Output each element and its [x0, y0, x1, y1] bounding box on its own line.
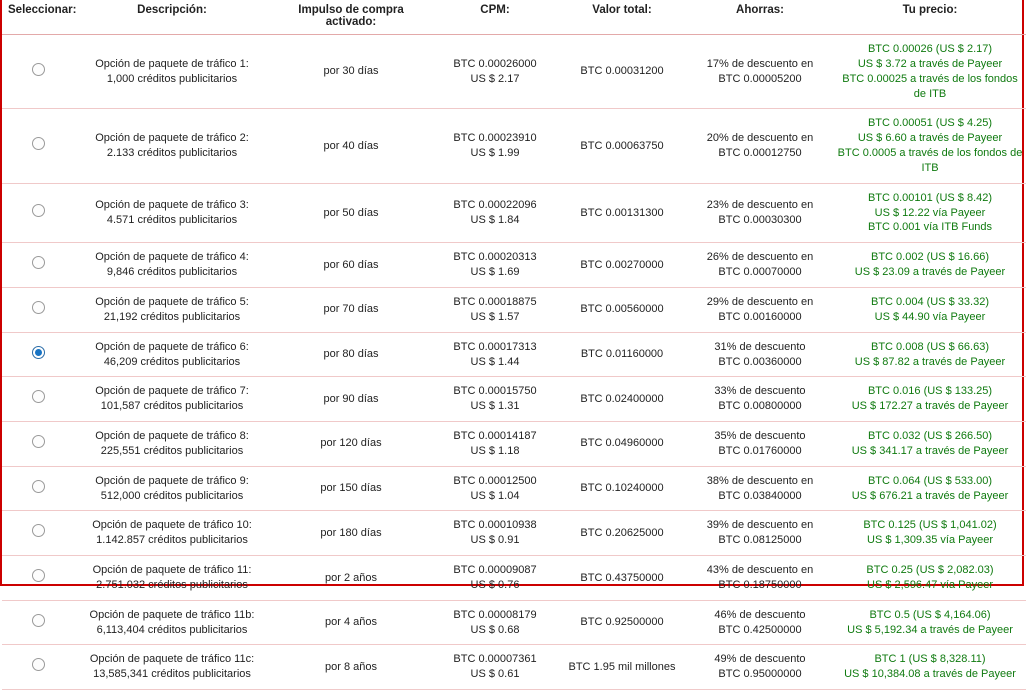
total-value-cell: BTC 0.02400000 — [558, 377, 686, 422]
column-header-your-price: Tu precio: — [834, 0, 1026, 35]
savings-cell — [686, 377, 834, 422]
purchase-boost-cell: por 180 días — [270, 511, 432, 556]
package-title: Opción de paquete de tráfico 4: — [95, 251, 249, 264]
purchase-boost-cell: por 90 días — [270, 377, 432, 422]
package-description-cell — [74, 600, 270, 645]
your-price-cell — [834, 377, 1026, 422]
savings-cell — [686, 35, 834, 109]
cpm-btc: BTC 0.00007361 — [453, 653, 537, 666]
package-credits: 1,000 créditos publicitarios — [106, 72, 238, 85]
total-value-cell: BTC 0.00131300 — [558, 183, 686, 243]
cpm-btc: BTC 0.00008179 — [453, 608, 537, 621]
price-line-2: US $ 23.09 a través de Payeer — [854, 266, 1006, 279]
savings-percent: 29% de descuento en — [706, 295, 814, 308]
package-radio-button[interactable] — [32, 204, 45, 217]
price-line-3: BTC 0.00025 a través de los fondos de ITB — [842, 72, 1018, 100]
purchase-boost-cell: por 4 años — [270, 600, 432, 645]
savings-cell — [686, 243, 834, 288]
cpm-btc: BTC 0.00020313 — [453, 251, 537, 264]
cpm-usd: US $ 1.57 — [470, 310, 520, 323]
savings-amount: BTC 0.01760000 — [718, 444, 802, 457]
package-description-cell — [74, 511, 270, 556]
package-select-cell[interactable] — [2, 466, 74, 511]
package-select-cell[interactable] — [2, 287, 74, 332]
cpm-usd: US $ 1.84 — [470, 214, 520, 227]
total-value-cell: BTC 0.43750000 — [558, 556, 686, 601]
price-line-1: BTC 0.008 (US $ 66.63) — [870, 340, 989, 353]
package-select-cell[interactable] — [2, 556, 74, 601]
savings-amount: BTC 0.03840000 — [718, 489, 802, 502]
your-price-cell — [834, 645, 1026, 690]
cpm-btc: BTC 0.00009087 — [453, 564, 537, 577]
price-line-2: US $ 3.72 a través de Payeer — [857, 57, 1003, 70]
savings-amount: BTC 0.00012750 — [718, 147, 802, 160]
package-title: Opción de paquete de tráfico 11c: — [89, 653, 255, 666]
savings-cell — [686, 109, 834, 183]
cpm-btc: BTC 0.00026000 — [453, 57, 537, 70]
savings-cell — [686, 422, 834, 467]
package-select-cell[interactable] — [2, 183, 74, 243]
table-row[interactable] — [2, 466, 1026, 511]
price-line-3: BTC 0.0005 a través de los fondos de ITB — [837, 147, 1023, 174]
savings-percent: 17% de descuento en — [706, 57, 814, 70]
savings-cell — [686, 466, 834, 511]
package-select-cell[interactable] — [2, 377, 74, 422]
cpm-usd: US $ 2.17 — [470, 72, 520, 85]
savings-cell — [686, 511, 834, 556]
table-row[interactable] — [2, 422, 1026, 467]
price-line-3: BTC 0.001 vía ITB Funds — [867, 221, 993, 234]
table-row[interactable] — [2, 645, 1026, 690]
package-select-cell[interactable] — [2, 600, 74, 645]
table-row[interactable] — [2, 332, 1026, 377]
package-credits: 46,209 créditos publicitarios — [103, 355, 241, 368]
savings-percent: 33% de descuento — [714, 385, 806, 398]
your-price-cell — [834, 556, 1026, 601]
purchase-boost-cell: por 60 días — [270, 243, 432, 288]
purchase-boost-cell: por 30 días — [270, 35, 432, 109]
package-select-cell[interactable] — [2, 422, 74, 467]
cpm-btc: BTC 0.00012500 — [453, 474, 537, 487]
cpm-btc: BTC 0.00017313 — [453, 340, 537, 353]
package-radio-button[interactable] — [32, 614, 45, 627]
cpm-cell — [432, 511, 558, 556]
savings-cell — [686, 183, 834, 243]
table-header — [2, 0, 1026, 35]
purchase-boost-cell: por 50 días — [270, 183, 432, 243]
your-price-cell — [834, 287, 1026, 332]
package-radio-button[interactable] — [32, 63, 45, 76]
package-select-cell[interactable] — [2, 645, 74, 690]
savings-percent: 20% de descuento en — [706, 132, 814, 145]
price-line-2: US $ 1,309.35 vía Payeer — [867, 534, 993, 547]
cpm-cell — [432, 600, 558, 645]
cpm-btc: BTC 0.00014187 — [453, 430, 537, 443]
price-line-1: BTC 0.032 (US $ 266.50) — [867, 430, 993, 443]
table-row[interactable] — [2, 377, 1026, 422]
purchase-boost-cell: por 70 días — [270, 287, 432, 332]
package-credits: 1.142.857 créditos publicitarios — [96, 534, 248, 547]
savings-percent: 38% de descuento en — [706, 474, 814, 487]
column-header-select: Seleccionar: — [2, 0, 74, 35]
price-line-2: US $ 341.17 a través de Payeer — [851, 444, 1009, 457]
cpm-btc: BTC 0.00023910 — [453, 132, 537, 145]
total-value-cell: BTC 0.01160000 — [558, 332, 686, 377]
cpm-cell — [432, 35, 558, 109]
package-description-cell — [74, 556, 270, 601]
package-description-cell — [74, 645, 270, 690]
package-description-cell — [74, 109, 270, 183]
package-credits: 6,113,404 créditos publicitarios — [96, 623, 248, 636]
package-select-cell[interactable] — [2, 243, 74, 288]
total-value-cell: BTC 0.00560000 — [558, 287, 686, 332]
package-radio-button[interactable] — [32, 301, 45, 314]
savings-percent: 46% de descuento — [714, 608, 806, 621]
cpm-cell — [432, 556, 558, 601]
cpm-usd: US $ 1.04 — [470, 489, 520, 502]
total-value-cell: BTC 0.04960000 — [558, 422, 686, 467]
cpm-cell — [432, 645, 558, 690]
package-description-cell — [74, 243, 270, 288]
package-select-cell[interactable] — [2, 35, 74, 109]
package-description-cell — [74, 466, 270, 511]
package-radio-button[interactable] — [32, 480, 45, 493]
your-price-cell — [834, 600, 1026, 645]
table-row[interactable] — [2, 35, 1026, 109]
total-value-cell: BTC 0.00063750 — [558, 109, 686, 183]
savings-amount: BTC 0.00800000 — [718, 400, 802, 413]
package-title: Opción de paquete de tráfico 10: — [92, 519, 252, 532]
package-title: Opción de paquete de tráfico 11: — [92, 564, 252, 577]
package-description-cell — [74, 422, 270, 467]
savings-amount: BTC 0.08125000 — [718, 534, 802, 547]
cpm-usd: US $ 0.68 — [470, 623, 520, 636]
package-radio-button[interactable] — [32, 524, 45, 537]
cpm-usd: US $ 1.99 — [470, 147, 520, 160]
price-line-1: BTC 0.004 (US $ 33.32) — [870, 295, 989, 308]
package-radio-button[interactable] — [32, 390, 45, 403]
purchase-boost-cell: por 8 años — [270, 645, 432, 690]
price-line-2: US $ 6.60 a través de Payeer — [857, 132, 1003, 145]
your-price-cell — [834, 35, 1026, 109]
total-value-cell: BTC 0.00031200 — [558, 35, 686, 109]
package-description-cell — [74, 377, 270, 422]
savings-amount: BTC 0.95000000 — [718, 668, 802, 681]
savings-amount: BTC 0.42500000 — [718, 623, 802, 636]
column-header-total-value: Valor total: — [558, 0, 686, 35]
package-title: Opción de paquete de tráfico 1: — [95, 57, 249, 70]
your-price-cell — [834, 422, 1026, 467]
savings-cell — [686, 645, 834, 690]
price-line-1: BTC 1 (US $ 8,328.11) — [874, 653, 986, 666]
column-header-cpm: CPM: — [432, 0, 558, 35]
total-value-cell: BTC 0.92500000 — [558, 600, 686, 645]
savings-amount: BTC 0.00030300 — [718, 214, 802, 227]
price-line-1: BTC 0.25 (US $ 2,082.03) — [866, 564, 994, 577]
savings-cell — [686, 556, 834, 601]
cpm-usd: US $ 1.31 — [470, 400, 520, 413]
package-credits: 13,585,341 créditos publicitarios — [93, 668, 251, 681]
price-line-2: US $ 2,596.47 vía Payeer — [867, 578, 993, 591]
price-line-2: US $ 5,192.34 a través de Payeer — [847, 623, 1013, 636]
package-credits: 9,846 créditos publicitarios — [106, 266, 238, 279]
package-radio-button[interactable] — [32, 346, 45, 359]
savings-amount: BTC 0.00070000 — [718, 266, 802, 279]
cpm-btc: BTC 0.00015750 — [453, 385, 537, 398]
cpm-cell — [432, 332, 558, 377]
savings-percent: 49% de descuento — [714, 653, 806, 666]
total-value-cell: BTC 0.00270000 — [558, 243, 686, 288]
cpm-cell — [432, 466, 558, 511]
package-title: Opción de paquete de tráfico 3: — [95, 199, 249, 212]
package-radio-button[interactable] — [32, 658, 45, 671]
cpm-btc: BTC 0.00022096 — [453, 199, 537, 212]
your-price-cell — [834, 109, 1026, 183]
purchase-boost-cell: por 80 días — [270, 332, 432, 377]
table-row[interactable] — [2, 556, 1026, 601]
cpm-usd: US $ 0.76 — [470, 578, 520, 591]
package-radio-button[interactable] — [32, 435, 45, 448]
savings-cell — [686, 600, 834, 645]
savings-cell — [686, 287, 834, 332]
cpm-usd: US $ 1.18 — [470, 444, 520, 457]
price-line-1: BTC 0.002 (US $ 16.66) — [870, 251, 989, 264]
price-line-1: BTC 0.00051 (US $ 4.25) — [867, 117, 993, 130]
cpm-usd: US $ 0.91 — [470, 534, 520, 547]
savings-amount: BTC 0.00360000 — [718, 355, 802, 368]
package-description-cell — [74, 35, 270, 109]
purchase-boost-cell: por 2 años — [270, 556, 432, 601]
savings-percent: 31% de descuento — [714, 340, 806, 353]
price-line-1: BTC 0.5 (US $ 4,164.06) — [869, 608, 991, 621]
price-line-2: US $ 172.27 a través de Payeer — [851, 400, 1009, 413]
cpm-usd: US $ 0.61 — [470, 668, 520, 681]
total-value-cell: BTC 1.95 mil millones — [558, 645, 686, 690]
price-line-1: BTC 0.064 (US $ 533.00) — [867, 474, 993, 487]
column-header-savings: Ahorras: — [686, 0, 834, 35]
package-credits: 101,587 créditos publicitarios — [100, 400, 244, 413]
package-credits: 21,192 créditos publicitarios — [103, 310, 241, 323]
savings-percent: 35% de descuento — [714, 430, 806, 443]
package-credits: 225,551 créditos publicitarios — [100, 444, 244, 457]
your-price-cell — [834, 243, 1026, 288]
price-line-2: US $ 676.21 a través de Payeer — [851, 489, 1009, 502]
table-row[interactable] — [2, 243, 1026, 288]
cpm-btc: BTC 0.00010938 — [453, 519, 537, 532]
package-title: Opción de paquete de tráfico 6: — [95, 340, 249, 353]
savings-percent: 26% de descuento en — [706, 251, 814, 264]
column-header-description: Descripción: — [74, 0, 270, 35]
cpm-cell — [432, 183, 558, 243]
savings-percent: 23% de descuento en — [706, 199, 814, 212]
table-row[interactable] — [2, 287, 1026, 332]
price-line-1: BTC 0.016 (US $ 133.25) — [867, 385, 993, 398]
cpm-usd: US $ 1.44 — [470, 355, 520, 368]
purchase-boost-cell: por 150 días — [270, 466, 432, 511]
cpm-usd: US $ 1.69 — [470, 266, 520, 279]
package-credits: 2.751.032 créditos publicitarios — [96, 578, 248, 591]
your-price-cell — [834, 332, 1026, 377]
table-body — [2, 35, 1026, 690]
cpm-cell — [432, 422, 558, 467]
savings-amount: BTC 0.00005200 — [718, 72, 802, 85]
price-line-1: BTC 0.00101 (US $ 8.42) — [867, 191, 993, 204]
price-line-2: US $ 12.22 vía Payeer — [874, 206, 986, 219]
price-line-2: US $ 44.90 vía Payeer — [874, 310, 986, 323]
purchase-boost-cell: por 40 días — [270, 109, 432, 183]
table-row[interactable] — [2, 183, 1026, 243]
package-credits: 512,000 créditos publicitarios — [100, 489, 244, 502]
package-description-cell — [74, 287, 270, 332]
price-line-2: US $ 87.82 a través de Payeer — [854, 355, 1006, 368]
your-price-cell — [834, 183, 1026, 243]
package-radio-button[interactable] — [32, 256, 45, 269]
cpm-cell — [432, 243, 558, 288]
cpm-btc: BTC 0.00018875 — [453, 295, 537, 308]
savings-amount: BTC 0.00160000 — [718, 310, 802, 323]
savings-percent: 43% de descuento en — [706, 564, 814, 577]
price-line-1: BTC 0.00026 (US $ 2.17) — [867, 43, 993, 55]
table-row[interactable] — [2, 109, 1026, 183]
savings-percent: 39% de descuento en — [706, 519, 814, 532]
table-row[interactable] — [2, 511, 1026, 556]
package-select-cell[interactable] — [2, 109, 74, 183]
price-line-2: US $ 10,384.08 a través de Payeer — [844, 668, 1016, 681]
your-price-cell — [834, 511, 1026, 556]
your-price-cell — [834, 466, 1026, 511]
package-title: Opción de paquete de tráfico 7: — [95, 385, 249, 398]
total-value-cell: BTC 0.10240000 — [558, 466, 686, 511]
price-line-1: BTC 0.125 (US $ 1,041.02) — [863, 519, 997, 532]
package-title: Opción de paquete de tráfico 8: — [95, 430, 249, 443]
package-description-cell — [74, 332, 270, 377]
package-select-cell[interactable] — [2, 511, 74, 556]
package-title: Opción de paquete de tráfico 2: — [95, 132, 249, 145]
purchase-boost-cell: por 120 días — [270, 422, 432, 467]
total-value-cell: BTC 0.20625000 — [558, 511, 686, 556]
traffic-packages-table — [2, 0, 1026, 690]
package-select-cell[interactable] — [2, 332, 74, 377]
savings-amount: BTC 0.18750000 — [718, 578, 802, 591]
table-row[interactable] — [2, 600, 1026, 645]
package-title: Opción de paquete de tráfico 5: — [95, 295, 249, 308]
cpm-cell — [432, 287, 558, 332]
cpm-cell — [432, 109, 558, 183]
package-credits: 2.133 créditos publicitarios — [106, 147, 238, 160]
table-header-row — [2, 0, 1026, 35]
package-title: Opción de paquete de tráfico 9: — [95, 474, 249, 487]
package-title: Opción de paquete de tráfico 11b: — [89, 608, 255, 621]
package-radio-button[interactable] — [32, 569, 45, 582]
cpm-cell — [432, 377, 558, 422]
package-credits: 4.571 créditos publicitarios — [106, 214, 238, 227]
column-header-purchase-boost: Impulso de compra activado: — [270, 0, 432, 35]
savings-cell — [686, 332, 834, 377]
package-radio-button[interactable] — [32, 137, 45, 150]
package-description-cell — [74, 183, 270, 243]
